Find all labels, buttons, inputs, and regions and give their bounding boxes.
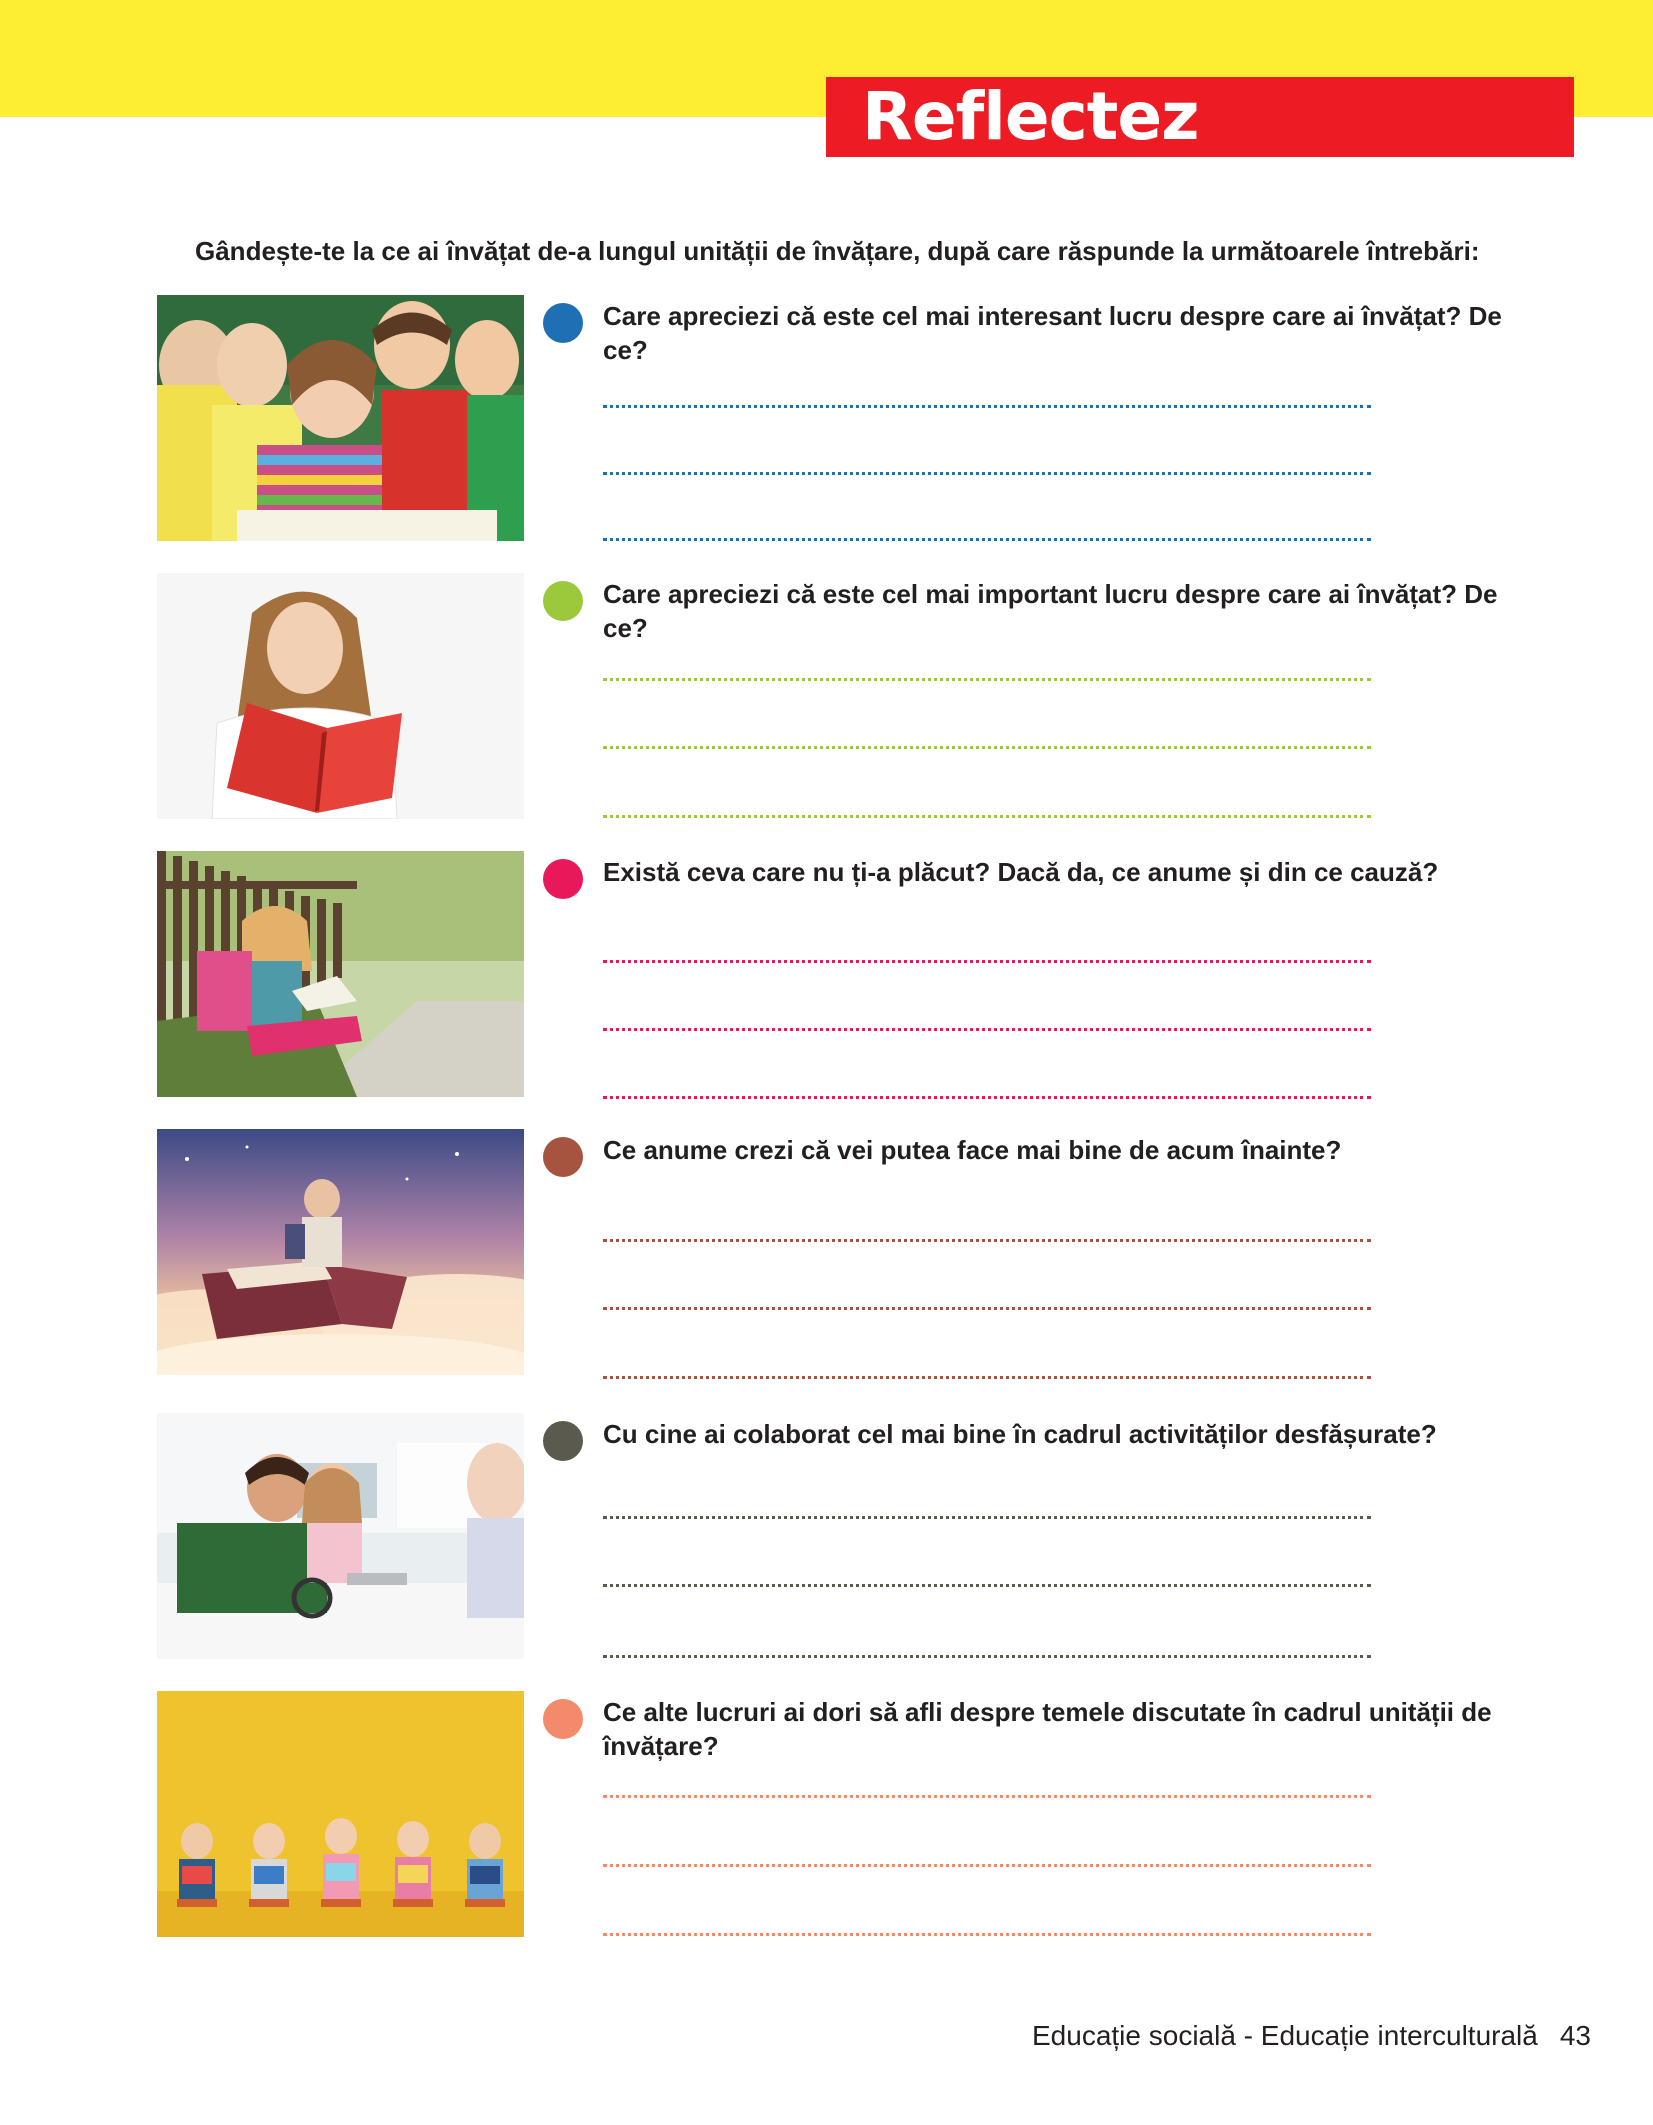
answer-line-2c[interactable]: [603, 815, 1371, 818]
page-footer: [1032, 2016, 1591, 2056]
question-row-2: [157, 573, 1597, 823]
child-on-flying-book-photo: [157, 1129, 524, 1375]
answer-line-2a[interactable]: [603, 678, 1371, 681]
question-bullet-3: [543, 859, 583, 899]
page-title: Reflectez: [862, 78, 1199, 155]
girl-reading-outdoors-photo: [157, 851, 524, 1097]
question-text-5: Cu cine ai colaborat cel mai bine în cadrul activităților desfășurate?: [603, 1419, 1437, 1449]
question-bullet-1: [543, 303, 583, 343]
question-text-6: Ce alte lucruri ai dori să afli despre temele discutate în cadrul unității de învățare?: [603, 1697, 1492, 1761]
answer-line-2b[interactable]: [603, 746, 1371, 749]
section-title-banner: [826, 77, 1574, 157]
question-row-6: [157, 1691, 1597, 1941]
answer-line-6a[interactable]: [603, 1795, 1371, 1798]
answer-line-5c[interactable]: [603, 1655, 1371, 1658]
question-bullet-2: [543, 581, 583, 621]
girl-with-red-book-photo: [157, 573, 524, 819]
answer-line-3c[interactable]: [603, 1096, 1371, 1099]
children-reading-together-photo: [157, 295, 524, 541]
answer-line-5a[interactable]: [603, 1516, 1371, 1519]
question-bullet-4: [543, 1137, 583, 1177]
children-reading-yellow-wall-photo: [157, 1691, 524, 1937]
answer-line-4a[interactable]: [603, 1239, 1371, 1242]
question-row-4: [157, 1129, 1597, 1379]
question-row-3: [157, 851, 1597, 1101]
answer-line-3a[interactable]: [603, 960, 1371, 963]
question-bullet-6: [543, 1699, 583, 1739]
answer-line-1b[interactable]: [603, 472, 1371, 475]
question-text-2: Care apreciezi că este cel mai important lucru despre care ai învățat? De ce?: [603, 579, 1498, 643]
question-row-1: [157, 295, 1597, 545]
question-bullet-5: [543, 1421, 583, 1461]
question-text-1: Care apreciezi că este cel mai interesant lucru despre care ai învățat? De ce?: [603, 301, 1502, 365]
question-text-3: Există ceva care nu ți-a plăcut? Dacă da, ce anume și din ce cauză?: [603, 857, 1439, 887]
answer-line-5b[interactable]: [603, 1584, 1371, 1587]
answer-line-3b[interactable]: [603, 1028, 1371, 1031]
answer-line-1c[interactable]: [603, 538, 1371, 541]
question-row-5: [157, 1413, 1597, 1663]
answer-line-4c[interactable]: [603, 1376, 1371, 1379]
footer-subject: Educație socială - Educație interculturală: [1032, 2020, 1538, 2051]
answer-line-6c[interactable]: [603, 1933, 1371, 1936]
answer-line-6b[interactable]: [603, 1864, 1371, 1867]
answer-line-4b[interactable]: [603, 1307, 1371, 1310]
question-text-4: Ce anume crezi că vei putea face mai bine de acum înainte?: [603, 1135, 1342, 1165]
intro-instruction: Gândește-te la ce ai învățat de-a lungul unității de învățare, după care răspunde la următoarele întrebări:: [195, 236, 1480, 266]
page-number: 43: [1559, 2020, 1591, 2051]
answer-line-1a[interactable]: [603, 405, 1371, 408]
students-collaborating-photo: [157, 1413, 524, 1659]
